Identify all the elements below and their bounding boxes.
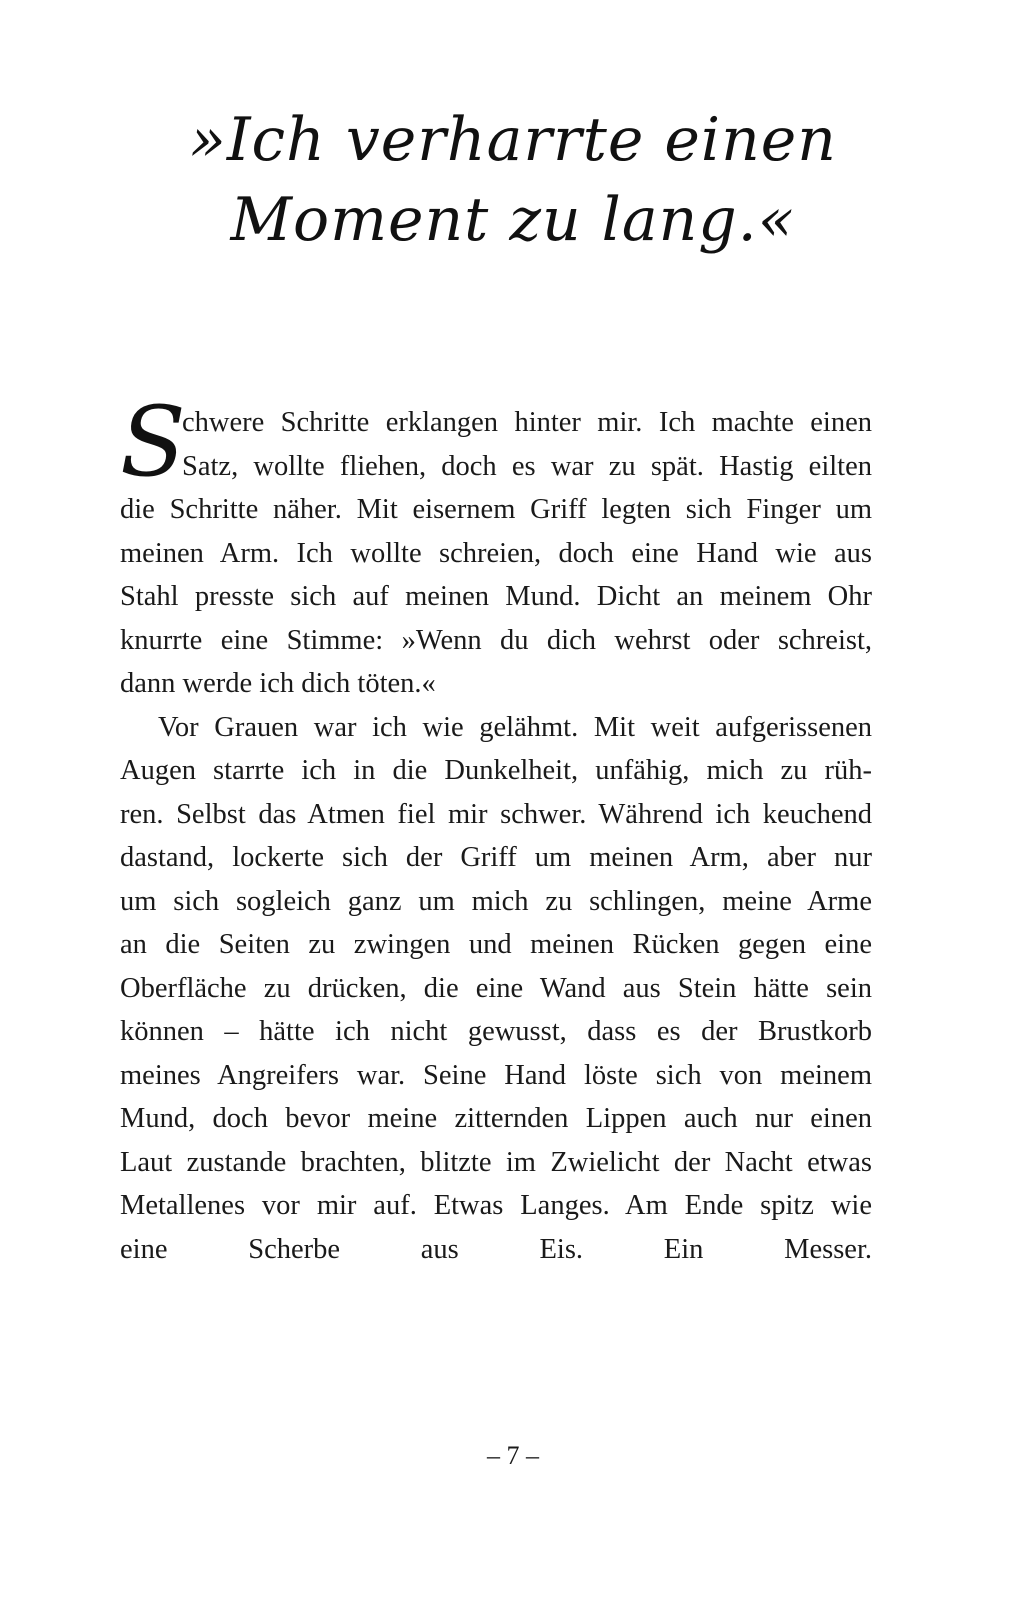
text-line: um sich sogleich ganz um mich zu schlingen, meine Arme: [120, 885, 872, 917]
text-line: Oberfläche zu drücken, die eine Wand aus Stein hätte sein: [120, 972, 872, 1004]
drop-cap: S: [120, 386, 186, 498]
body-text: [120, 401, 872, 1315]
text-line: die Schritte näher. Mit eisernem Griff legten sich Finger um: [120, 494, 872, 525]
text-line: dann werde ich dich töten.«: [120, 668, 436, 699]
heading-line-2: Moment zu lang.«: [230, 185, 796, 255]
text-line: [120, 1271, 872, 1315]
text-line: Satz, wollte fliehen, doch es war zu spät. Hastig eilten: [182, 450, 872, 482]
text-line: Vor Grauen war ich wie gelähmt. Mit weit aufgerissenen: [158, 711, 872, 743]
text-line: meinen Arm. Ich wollte schreien, doch eine Hand wie aus: [120, 537, 872, 569]
text-line: knurrte eine Stimme: »Wenn du dich wehrst oder schreist,: [120, 624, 872, 656]
chapter-quote-heading: [120, 100, 906, 260]
text-line: Metallenes vor mir auf. Etwas Langes. Am Ende spitz wie: [120, 1190, 872, 1221]
heading-line-1: »Ich verharrte einen: [189, 105, 837, 175]
text-line: Augen starrte ich in die Dunkelheit, unfähig, mich zu rüh-: [120, 755, 872, 786]
text-line: eine Scherbe aus Eis. Ein Messer.: [120, 1233, 872, 1265]
text-line: dastand, lockerte sich der Griff um meinen Arm, aber nur: [120, 842, 872, 873]
text-line: Mund, doch bevor meine zitternden Lippen auch nur einen: [120, 1103, 872, 1134]
text-line: chwere Schritte erklangen hinter mir. Ich machte einen: [182, 407, 872, 438]
text-line: können – hätte ich nicht gewusst, dass es der Brustkorb: [120, 1016, 872, 1047]
text-line: Stahl presste sich auf meinen Mund. Dicht an meinem Ohr: [120, 581, 872, 612]
text-line: meines Angreifers war. Seine Hand löste sich von meinem: [120, 1059, 872, 1091]
text-line: Laut zustande brachten, blitzte im Zwielicht der Nacht etwas: [120, 1146, 872, 1178]
text-line: ren. Selbst das Atmen fiel mir schwer. Während ich keuchend: [120, 798, 872, 830]
page-number: – 7 –: [487, 1441, 539, 1470]
text-line: an die Seiten zu zwingen und meinen Rücken gegen eine: [120, 929, 872, 960]
